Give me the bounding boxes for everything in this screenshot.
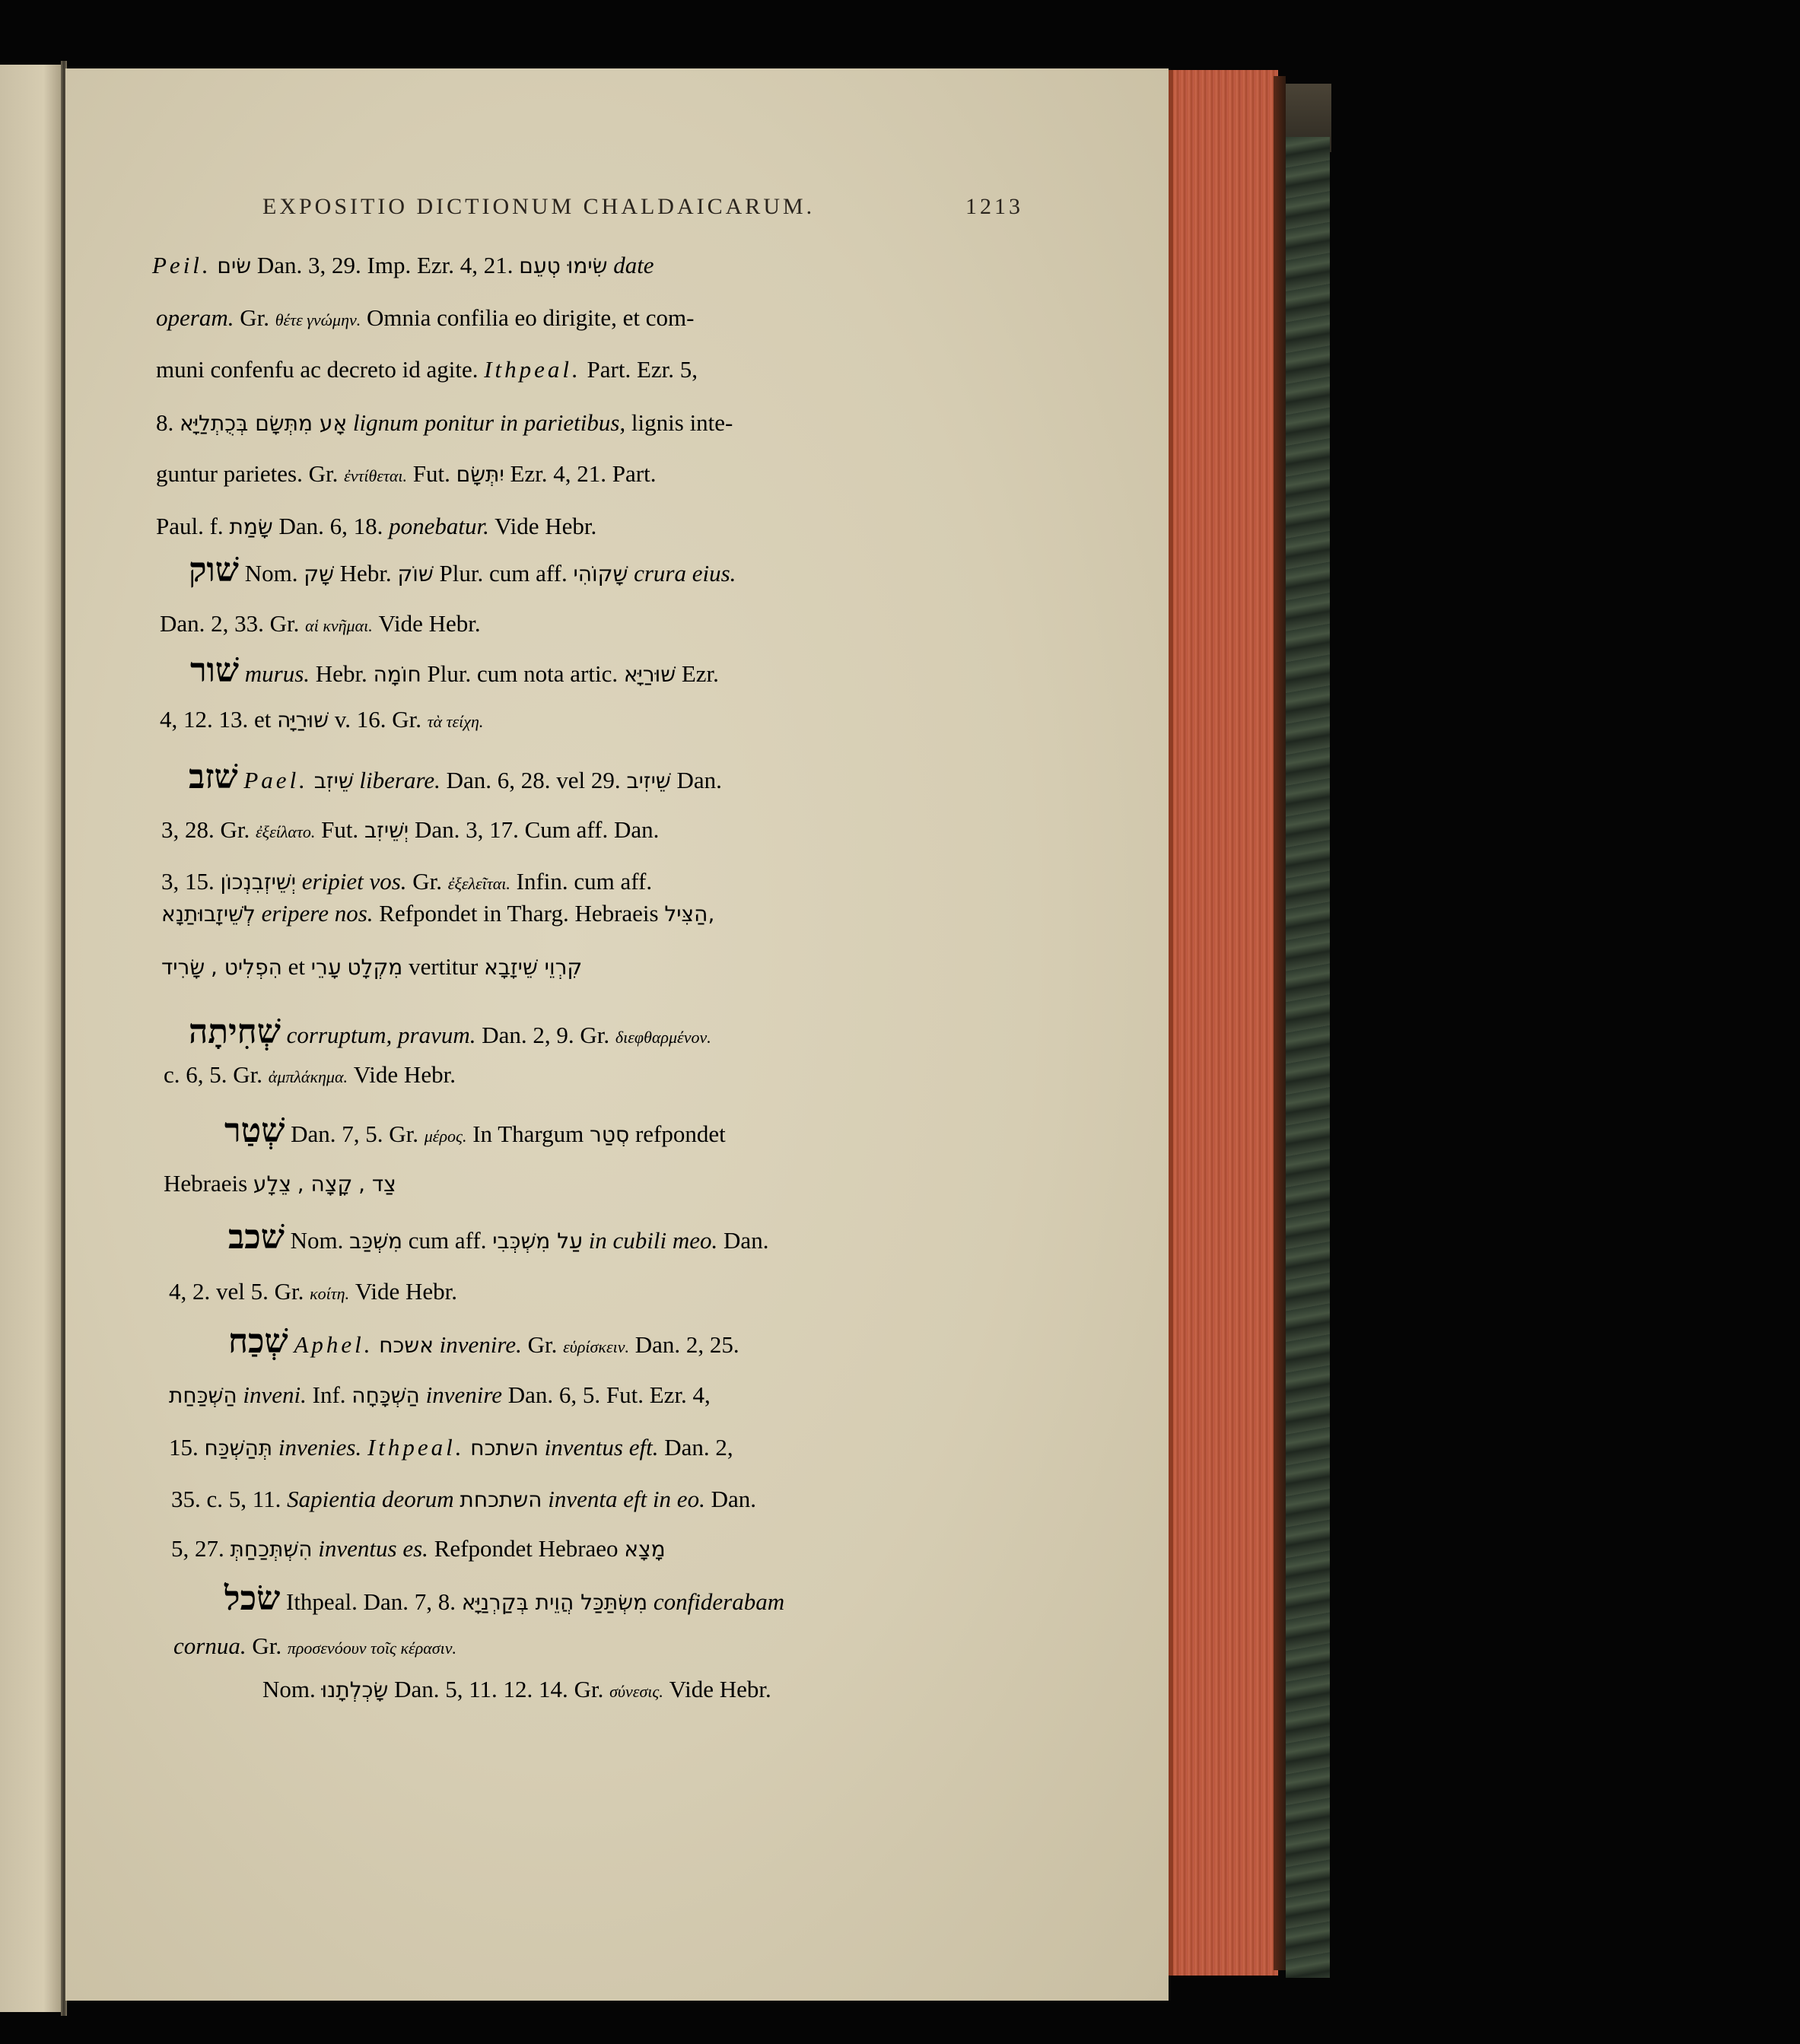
entry-line: שׁוק Nom. שָׁק Hebr. שׁוֹק Plur. cum aff. שָׁקוֹהִי crura eius. (189, 551, 736, 590)
entry-line: שְׁכַח Aphel. אשכח invenire. Gr. εὑρίσκειν. Dan. 2, 25. (228, 1322, 739, 1361)
entry-line: שׂכל Ithpeal. Dan. 7, 8. מִשְׂתַּכַּל הֲוֵית בְּקַרְנַיָּא confiderabam (224, 1579, 785, 1618)
running-head (262, 194, 1023, 220)
entry-line: שְׁחִיתָה corruptum, pravum. Dan. 2, 9. Gr. διεφθαρμένον. (189, 1012, 711, 1051)
entry-headword: שְׁכַח (228, 1322, 288, 1361)
entry-line: 4, 2. vel 5. Gr. κοίτη. Vide Hebr. (169, 1278, 458, 1305)
entry-line: 35. c. 5, 11. Sapientia deorum השתכחת inventa eft in eo. Dan. (171, 1486, 756, 1512)
entry-line: שׁור murus. Hebr. חוֹמָה Plur. cum nota artic. שׁוּרַיָּא Ezr. (190, 651, 719, 690)
entry-line: 3, 28. Gr. ἐξείλατο. Fut. יְשֵׁיזִב Dan. 3, 17. Cum aff. Dan. (161, 816, 660, 843)
entry-line: שׁזב Pael. שֵׁיזִב liberare. Dan. 6, 28. vel 29. שֵׁיזִיב Dan. (189, 758, 722, 796)
entry-line: Hebraeis צַד , קָצָה , צֵלָע (164, 1170, 396, 1197)
entry-headword: שׁזב (189, 758, 238, 796)
running-title: EXPOSITIO DICTIONUM CHALDAICARUM. (262, 194, 816, 219)
facing-page-edge (0, 65, 62, 2012)
entry-line: 15. תְּהַשְׁכַּח invenies. Ithpeal. השתכח inventus eft. Dan. 2, (169, 1434, 733, 1461)
entry-line: Paul. f. שָׂמַת Dan. 6, 18. ponebatur. Vide Hebr. (156, 513, 597, 539)
entry-line: muni confenfu ac decreto id agite. Ithpeal. Part. Ezr. 5, (156, 356, 698, 383)
entry-line: שְׁטַר Dan. 7, 5. Gr. μέρος. In Thargum סְטַר refpondet (224, 1111, 726, 1150)
entry-line: Dan. 2, 33. Gr. αἱ κνῆμαι. Vide Hebr. (160, 610, 481, 637)
entry-line: 3, 15. יְשֵׁיזְבִנְכוֹן eripiet vos. Gr. ἐξελεῖται. Infin. cum aff. (161, 868, 653, 895)
entry-headword: שְׁחִיתָה (189, 1012, 281, 1051)
entry-line: c. 6, 5. Gr. ἀμπλάκημα. Vide Hebr. (164, 1061, 456, 1088)
entry-line: cornua. Gr. προσενόουν τοῖς κέρασιν. (173, 1632, 457, 1659)
entry-line: 8. אָע מִתְּשָׂם בְּכֻתְלַיָּא lignum ponitur in parietibus, lignis inte- (156, 409, 733, 436)
entry-headword: שְׁטַר (224, 1111, 285, 1150)
entry-headword: שׂכל (224, 1579, 281, 1618)
entry-line: שׁכב Nom. מִשְׁכַּב cum aff. עַל מִשְׁכְּבִי in cubili meo. Dan. (228, 1218, 769, 1257)
book-cover-marbled (1286, 137, 1330, 1978)
entry-line: 4, 12. 13. et שׁוּרַיָּה v. 16. Gr. τὰ τείχη. (160, 706, 484, 733)
entry-line: הִפְלִיט , שָׂרִיד et מִקְלָט עָרֵי vertitur קִרְוֵי שֵׁיזָבָא (161, 953, 583, 980)
entry-line: הַשְׁכַּחַת inveni. Inf. הַשְׁכָּחָה invenire Dan. 6, 5. Fut. Ezr. 4, (169, 1381, 711, 1408)
entry-line: operam. Gr. θέτε γνώμην. Omnia confilia eo dirigite, et com- (156, 304, 695, 331)
page-edge-shadow (1274, 76, 1286, 1970)
red-page-edges (1169, 70, 1278, 1976)
entry-line: Nom. שָׂכְלְתָנוּ Dan. 5, 11. 12. 14. Gr. σύνεσις. Vide Hebr. (262, 1676, 771, 1702)
entry-headword: שׁוק (189, 551, 239, 590)
entry-line: 5, 27. הִשְׁתְּכַחַתְּ inventus es. Refpondet Hebraeo מָצָא (171, 1535, 666, 1562)
entry-line: Peil. שׂים Dan. 3, 29. Imp. Ezr. 4, 21. שִׂימוּ טְעֵם date (152, 252, 654, 278)
entry-line: לְשֵׁיזָבוּתַנָא eripere nos. Refpondet in Tharg. Hebraeis הַצִּיל, (161, 900, 715, 927)
entry-headword: שׁור (190, 651, 240, 690)
page-number: 1213 (965, 194, 1023, 219)
entry-line: guntur parietes. Gr. ἐντίθεται. Fut. יִתְּשָׂם Ezr. 4, 21. Part. (156, 460, 657, 487)
entry-headword: שׁכב (228, 1218, 285, 1257)
